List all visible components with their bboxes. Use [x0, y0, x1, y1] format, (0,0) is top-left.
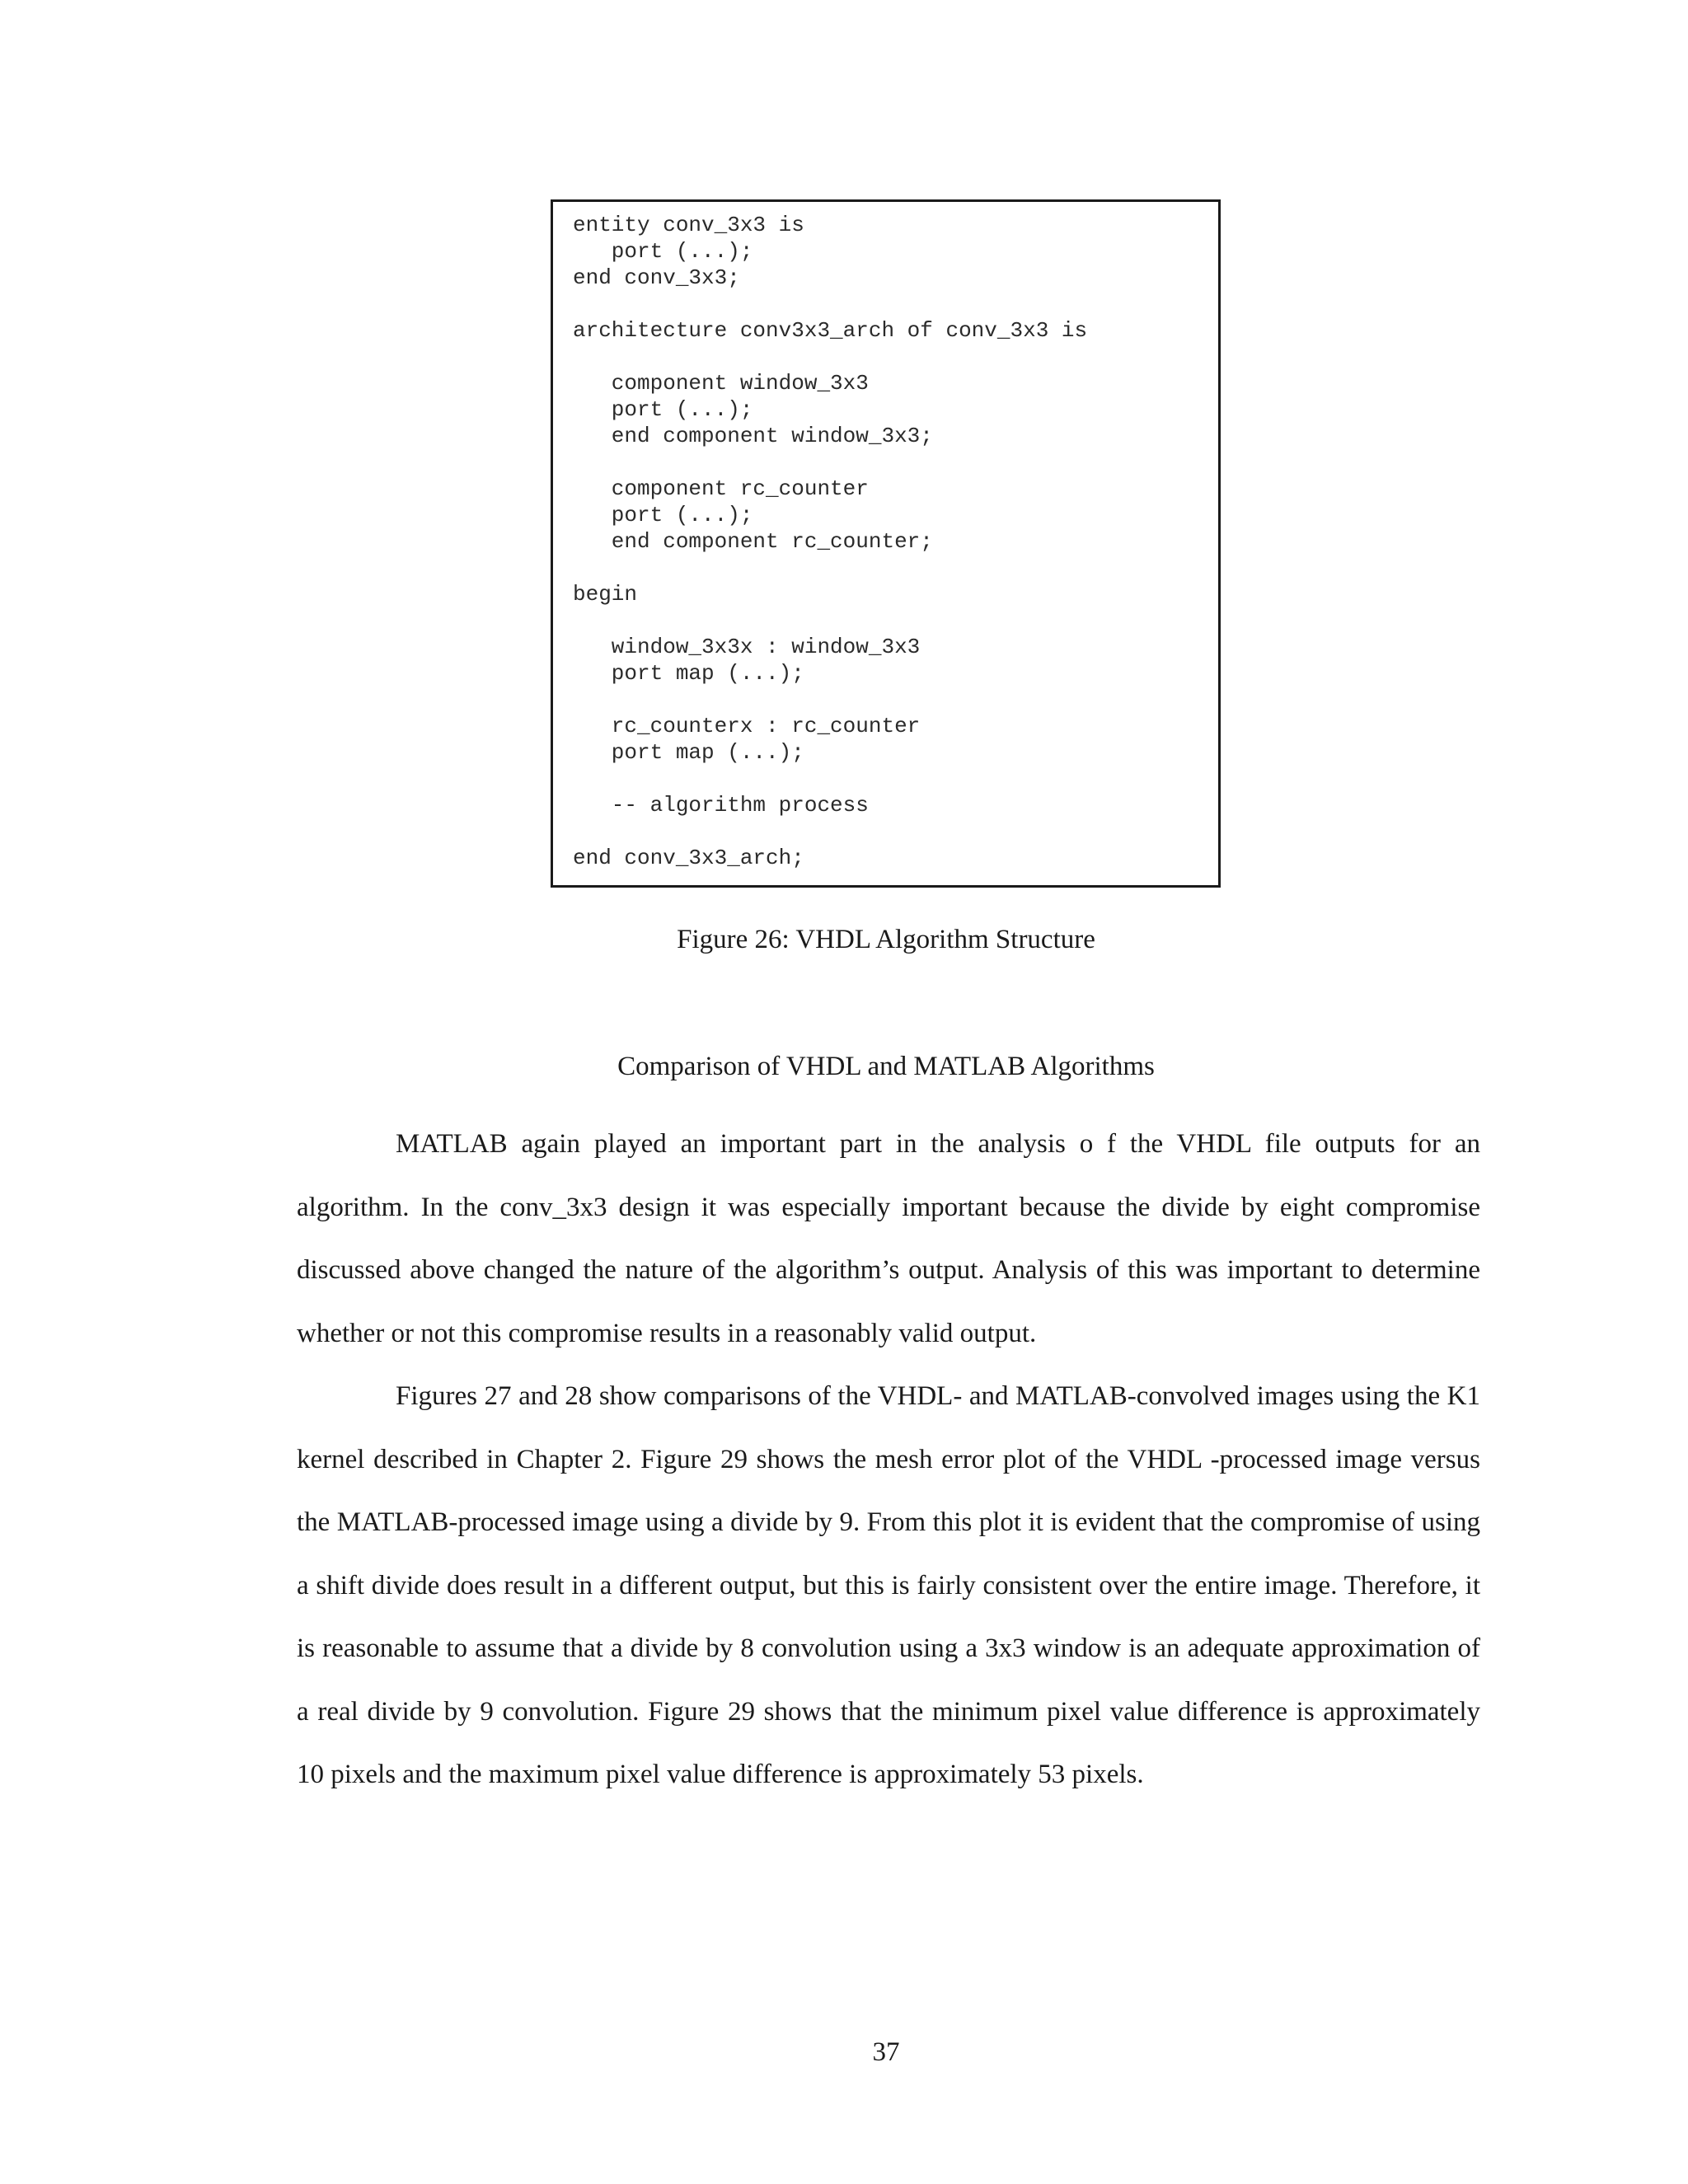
code-line — [573, 449, 1218, 476]
code-line: port (...); — [573, 239, 753, 264]
code-line: architecture conv3x3_arch of conv_3x3 is — [573, 318, 1088, 343]
code-line: port (...); — [573, 397, 753, 422]
code-line — [573, 766, 1218, 792]
code-line: port map (...); — [573, 740, 804, 765]
code-listing — [551, 199, 1221, 888]
paragraph: MATLAB again played an important part in the analysis o f the VHDL file outputs for an algorithm. In the conv_3x3 design it was especially important because the divide by eight compromise discussed above changed the nature of the algorithm’s output. Analysis of this was important to determine whether or not this compromise results in a reasonably valid output. — [297, 1129, 1480, 1348]
section-heading: Comparison of VHDL and MATLAB Algorithms — [617, 1052, 1155, 1081]
code-line — [573, 291, 1218, 317]
body-text — [297, 1113, 1480, 1807]
page-number: 37 — [872, 2037, 900, 2067]
code-line: port map (...); — [573, 661, 804, 686]
code-line: entity conv_3x3 is — [573, 213, 804, 237]
code-line: component window_3x3 — [573, 371, 869, 396]
code-line: begin — [573, 582, 638, 607]
code-line: port (...); — [573, 503, 753, 527]
code-line: end conv_3x3_arch; — [573, 846, 804, 870]
code-line: end component rc_counter; — [573, 529, 933, 554]
code-line — [573, 555, 1218, 581]
code-line — [573, 818, 1218, 845]
code-line: rc_counterx : rc_counter — [573, 714, 921, 738]
code-line — [573, 607, 1218, 634]
paragraph: Figures 27 and 28 show comparisons of the VHDL- and MATLAB-convolved images using the K1 kernel described in Chapter 2. Figure 29 shows the mesh error plot of the VHDL -processed image versus the MATLAB-processed image using a divide by 9. From this plot it is evident that the compromise of using a shift divide does result in a different output, but this is fairly consistent over the entire image. Therefore, it is reasonable to assume that a divide by 8 convolution using a 3x3 window is an adequate approximation of a real divide by 9 convolution. Figure 29 shows that the minimum pixel value difference is approximately 10 pixels and the maximum pixel value difference is approximately 53 pixels. — [297, 1381, 1480, 1789]
code-line — [573, 344, 1218, 370]
code-line — [573, 687, 1218, 713]
code-line: end conv_3x3; — [573, 265, 740, 290]
figure-caption: Figure 26: VHDL Algorithm Structure — [677, 925, 1095, 954]
code-line: component rc_counter — [573, 476, 869, 501]
code-line: end component window_3x3; — [573, 424, 933, 448]
code-line: -- algorithm process — [573, 793, 869, 818]
code-line: window_3x3x : window_3x3 — [573, 635, 921, 659]
